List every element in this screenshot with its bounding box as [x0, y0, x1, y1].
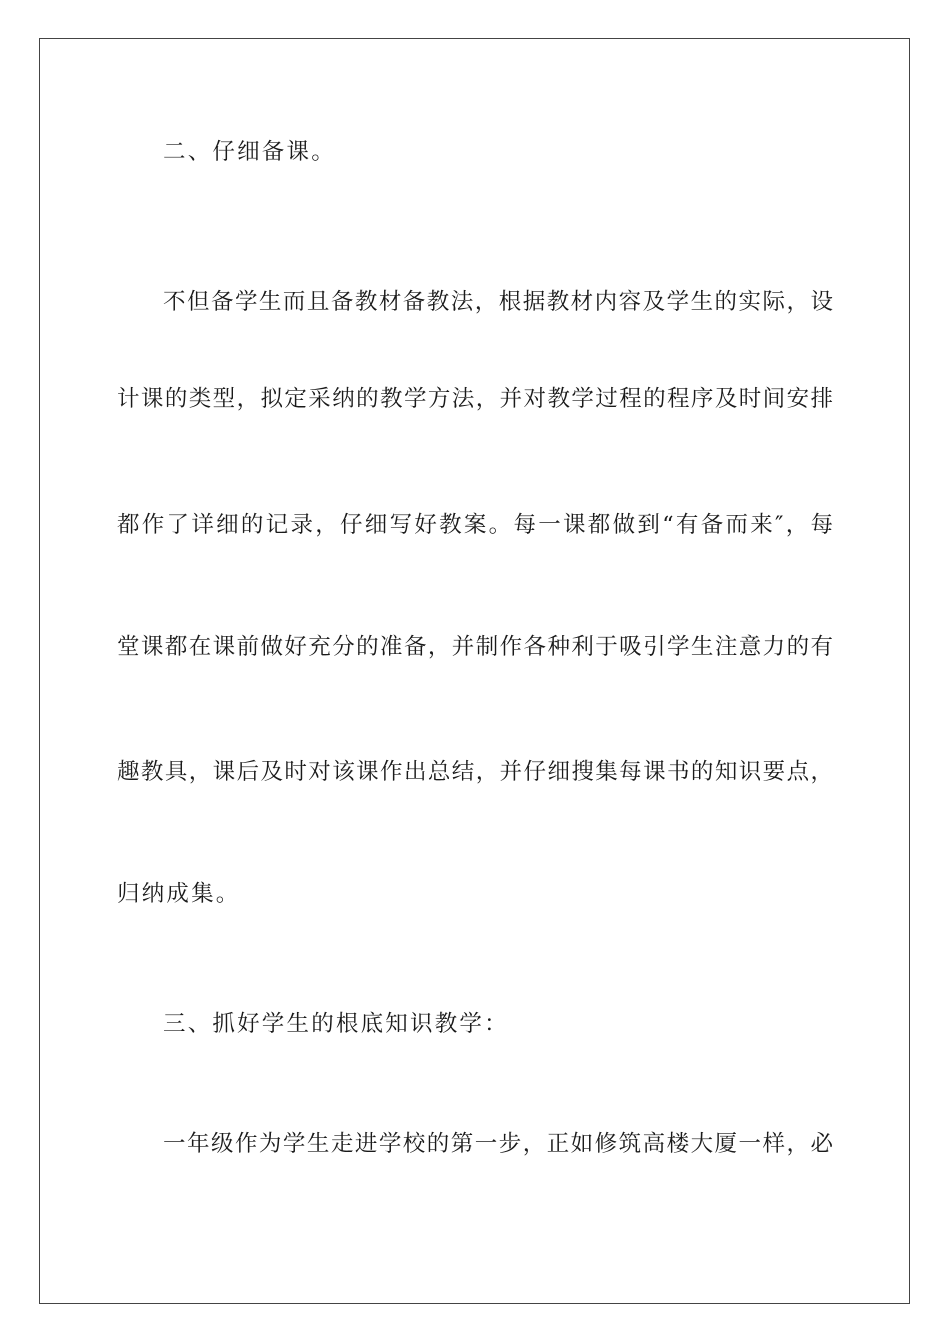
paragraph-line: 归纳成集。	[117, 881, 241, 907]
paragraph-line: 趣教具，课后及时对该课作出总结，并仔细搜集每课书的知识要点，	[117, 759, 833, 785]
section-heading-2: 二、仔细备课。	[163, 139, 336, 165]
section-heading-3: 三、抓好学生的根底知识教学：	[163, 1011, 509, 1037]
paragraph-line: 都作了详细的记录，仔细写好教案。每一课都做到“有备而来″，每	[117, 512, 833, 538]
paragraph-line: 堂课都在课前做好充分的准备，并制作各种利于吸引学生注意力的有	[117, 634, 833, 660]
paragraph-line: 不但备学生而且备教材备教法，根据教材内容及学生的实际，设	[163, 289, 833, 315]
page-border	[39, 38, 910, 1304]
paragraph-line: 计课的类型，拟定采纳的教学方法，并对教学过程的程序及时间安排	[117, 386, 833, 412]
paragraph-line: 一年级作为学生走进学校的第一步，正如修筑高楼大厦一样，必	[163, 1131, 833, 1157]
